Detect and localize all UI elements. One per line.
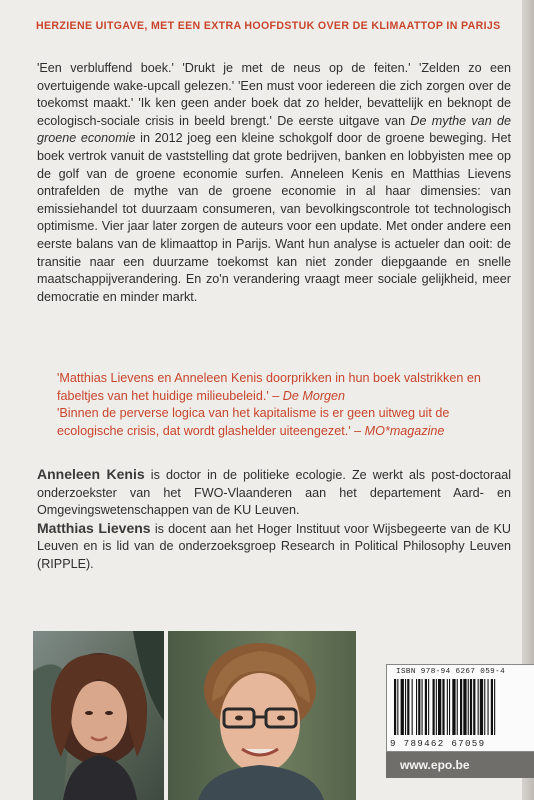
press-quotes xyxy=(57,370,515,440)
barcode-bar xyxy=(447,679,448,735)
barcode-bar xyxy=(425,679,427,735)
barcode-bar xyxy=(442,679,444,735)
barcode-bar xyxy=(494,679,495,735)
back-cover-blurb xyxy=(37,60,511,306)
barcode-bar xyxy=(470,679,472,735)
barcode-bar xyxy=(394,679,396,735)
ean-digits: 9 789462 67059 xyxy=(390,738,486,749)
barcode-bar xyxy=(480,679,483,735)
barcode-bar xyxy=(438,679,441,735)
author-name: Matthias Lievens xyxy=(37,519,151,536)
publisher-website: www.epo.be xyxy=(386,752,534,778)
author-photo-matthias xyxy=(168,631,356,800)
quote-source: De Morgen xyxy=(282,388,346,403)
barcode-bar xyxy=(449,679,450,735)
barcode-bar xyxy=(401,679,404,735)
author-bio-text: is doctor in de politieke ecologie. Ze werkt als post-doctoraal onderzoekster van het FWO-Vlaanderen aan het departement Aard- en Omgevingswetenschappen van de KU Leuven. xyxy=(37,468,511,518)
author-portrait-image xyxy=(33,631,164,800)
author-name: Anneleen Kenis xyxy=(37,466,145,482)
barcode-image xyxy=(392,679,530,737)
blurb-text-1: 'Een verbluffend boek.' 'Drukt je met de neus op de feiten.' 'Zelden zo een overtuigende wake-upcall gelezen.' 'Een must voor iedereen die zich zorgen over de toekomst maakt.' 'Ik ken geen ander boek dat zo helder, bevattelijk en beknopt de ecologisch-sociale crisis in beeld brengt.' De eerste uitgave van xyxy=(37,61,511,128)
barcode-bar xyxy=(407,679,409,735)
barcode-bar xyxy=(473,679,475,735)
barcode-bar xyxy=(457,679,458,735)
author-bio xyxy=(37,466,511,520)
barcode-bar xyxy=(416,679,417,735)
blurb-text-2: in 2012 joeg een kleine schokgolf door de groene beweging. Het boek vertrok vanuit de vaststelling dat grote bedrijven, banken en lobbyisten mee op de golf van de groene economie surfen. Anneleen Kenis en Matthias Lievens ontrafelden de mythe van de groene economie in al haar dimensies: van emissiehandel tot duurzaam consumeren, van bevolkingscontrole tot technologisch optimisme. Vier jaar later zorgen de auteurs voor een update. Met onder andere een eerste balans van de klimaattop in Parijs. Want hun analyse is actueler dan ooit: de transitie naar een duurzame toekomst kan niet zonder diepgaande en snelle maatschappijverandering. En zo'n verandering vraagt meer sociale gelijkheid, meer democratie en minder markt. xyxy=(37,131,511,304)
barcode-bar xyxy=(436,679,437,735)
barcode-bar xyxy=(488,679,489,735)
press-quote xyxy=(57,370,515,405)
barcode-bar xyxy=(422,679,423,735)
author-bio xyxy=(37,520,511,574)
quote-source: MO*magazine xyxy=(364,423,445,438)
quote-text: 'Binnen de perverse logica van het kapitalisme is er geen uitweg uit de ecologische crisis, dat wordt glashelder uiteengezet.' – xyxy=(57,406,450,438)
book-title: De mythe van de groene economie xyxy=(37,113,511,146)
barcode-bar xyxy=(452,679,455,735)
barcode-bar xyxy=(478,679,479,735)
barcode-bar xyxy=(463,679,466,735)
barcode-bar xyxy=(412,679,413,735)
isbn-label: ISBN 978-94 6267 059-4 xyxy=(396,668,506,676)
author-bio-text: is docent aan het Hoger Instituut voor Wijsbegeerte van de KU Leuven en is lid van de onderzoeksgroep Research in Political Philosophy Leuven (RIPPLE). xyxy=(37,521,511,571)
author-bios xyxy=(37,466,511,574)
edition-banner: HERZIENE UITGAVE, MET EEN EXTRA HOOFDSTUK OVER DE KLIMAATTOP IN PARIJS xyxy=(36,20,501,32)
author-portrait-image xyxy=(168,631,356,800)
quote-text: 'Matthias Lievens en Anneleen Kenis doorprikken in hun boek valstrikken en fabeltjes van het huidige milieubeleid.' – xyxy=(57,371,481,403)
press-quote xyxy=(57,405,515,440)
barcode-bar xyxy=(484,679,485,735)
barcode-bar xyxy=(460,679,462,735)
author-photo-anneleen xyxy=(33,631,164,800)
barcode-bar xyxy=(405,679,406,735)
barcode-bar xyxy=(418,679,420,735)
barcode-bar xyxy=(468,679,469,735)
barcode-bar xyxy=(491,679,493,735)
barcode-bar xyxy=(433,679,435,735)
barcode-bar xyxy=(428,679,429,735)
barcode-bar xyxy=(397,679,398,735)
